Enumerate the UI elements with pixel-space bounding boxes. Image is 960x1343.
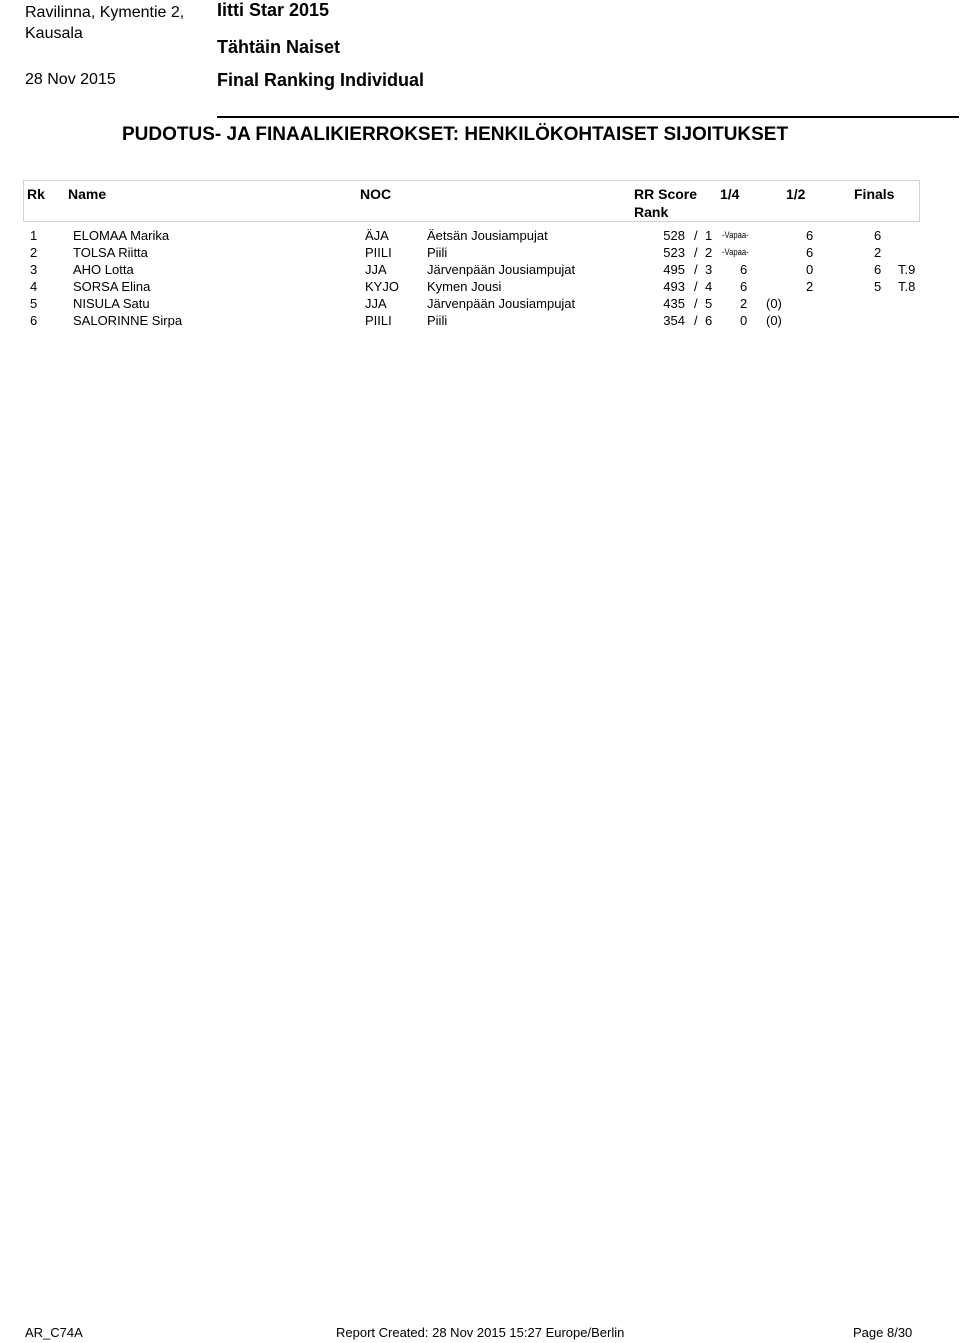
row-tiebreak: T.8 xyxy=(898,279,916,294)
row-final: 6 xyxy=(874,228,882,243)
col-rr-score: RR Score xyxy=(634,186,698,202)
row-seed: 5 xyxy=(705,296,713,311)
row-slash: / xyxy=(694,262,698,277)
row-noc: PIILI xyxy=(365,245,392,260)
table-row xyxy=(0,262,960,279)
row-club: Piili xyxy=(427,245,448,260)
report-code: AR_C74A xyxy=(25,1325,83,1340)
row-score: 435 xyxy=(663,296,685,311)
row-rank: 3 xyxy=(30,262,38,277)
row-club: Äetsän Jousiampujat xyxy=(427,228,548,243)
row-rank: 2 xyxy=(30,245,38,260)
row-quarter: 6 xyxy=(740,279,748,294)
col-rk: Rk xyxy=(27,186,45,202)
row-noc: KYJO xyxy=(365,279,399,294)
col-rank: Rank xyxy=(634,204,669,220)
row-final: 5 xyxy=(874,279,882,294)
row-quarter: 2 xyxy=(740,296,748,311)
row-name: NISULA Satu xyxy=(73,296,150,311)
row-rank: 1 xyxy=(30,228,38,243)
page-title: PUDOTUS- JA FINAALIKIERROKSET: HENKILÖKOHTAISET SIJOITUKSET xyxy=(122,124,789,145)
row-name: ELOMAA Marika xyxy=(73,228,170,243)
row-final: 6 xyxy=(874,262,882,277)
category-name: Tähtäin Naiset xyxy=(217,37,341,57)
row-half: 0 xyxy=(806,262,814,277)
row-name: SALORINNE Sirpa xyxy=(73,313,183,328)
report-type: Final Ranking Individual xyxy=(217,70,425,90)
row-half: 6 xyxy=(806,228,814,243)
row-score: 354 xyxy=(663,313,685,328)
table-row xyxy=(0,279,960,296)
table-row xyxy=(0,245,960,262)
row-noc: ÄJA xyxy=(365,228,389,243)
event-name: Iitti Star 2015 xyxy=(217,0,330,20)
row-quarter: 0 xyxy=(740,313,748,328)
row-club: Kymen Jousi xyxy=(427,279,502,294)
venue-line2: Kausala xyxy=(25,25,83,42)
col-noc: NOC xyxy=(360,186,392,202)
venue xyxy=(25,2,184,44)
row-club: Piili xyxy=(427,313,448,328)
row-score: 493 xyxy=(663,279,685,294)
row-slash: / xyxy=(694,279,698,294)
row-final: 2 xyxy=(874,245,882,260)
row-quarter: -Vapaa- xyxy=(722,247,749,257)
col-finals: Finals xyxy=(854,186,895,202)
row-half-points: (0) xyxy=(766,313,782,328)
competition-date: 28 Nov 2015 xyxy=(25,71,116,88)
report-created: Report Created: 28 Nov 2015 15:27 Europe/Berlin xyxy=(336,1325,625,1340)
row-seed: 6 xyxy=(705,313,713,328)
venue-line1: Ravilinna, Kymentie 2, xyxy=(25,4,185,21)
row-seed: 4 xyxy=(705,279,713,294)
col-quarter: 1/4 xyxy=(720,186,740,202)
row-rank: 5 xyxy=(30,296,38,311)
row-name: TOLSA Riitta xyxy=(73,245,148,260)
col-half: 1/2 xyxy=(786,186,806,202)
row-slash: / xyxy=(694,313,698,328)
col-name: Name xyxy=(68,186,107,202)
row-quarter: 6 xyxy=(740,262,748,277)
row-half-points: (0) xyxy=(766,296,782,311)
row-score: 495 xyxy=(663,262,685,277)
row-noc: JJA xyxy=(365,296,387,311)
row-noc: PIILI xyxy=(365,313,392,328)
table-row xyxy=(0,313,960,330)
row-slash: / xyxy=(694,296,698,311)
row-name: AHO Lotta xyxy=(73,262,134,277)
row-score: 528 xyxy=(663,228,685,243)
row-seed: 1 xyxy=(705,228,713,243)
row-rank: 6 xyxy=(30,313,38,328)
row-club: Järvenpään Jousiampujat xyxy=(427,296,576,311)
row-score: 523 xyxy=(663,245,685,260)
row-slash: / xyxy=(694,228,698,243)
row-name: SORSA Elina xyxy=(73,279,151,294)
table-row xyxy=(0,228,960,245)
row-club: Järvenpään Jousiampujat xyxy=(427,262,576,277)
row-seed: 2 xyxy=(705,245,713,260)
row-rank: 4 xyxy=(30,279,38,294)
row-half: 6 xyxy=(806,245,814,260)
page-number: Page 8/30 xyxy=(853,1325,913,1340)
row-quarter: -Vapaa- xyxy=(722,230,749,240)
row-seed: 3 xyxy=(705,262,713,277)
row-noc: JJA xyxy=(365,262,387,277)
row-tiebreak: T.9 xyxy=(898,262,916,277)
row-slash: / xyxy=(694,245,698,260)
row-half: 2 xyxy=(806,279,814,294)
header-rule xyxy=(217,116,959,118)
table-row xyxy=(0,296,960,313)
